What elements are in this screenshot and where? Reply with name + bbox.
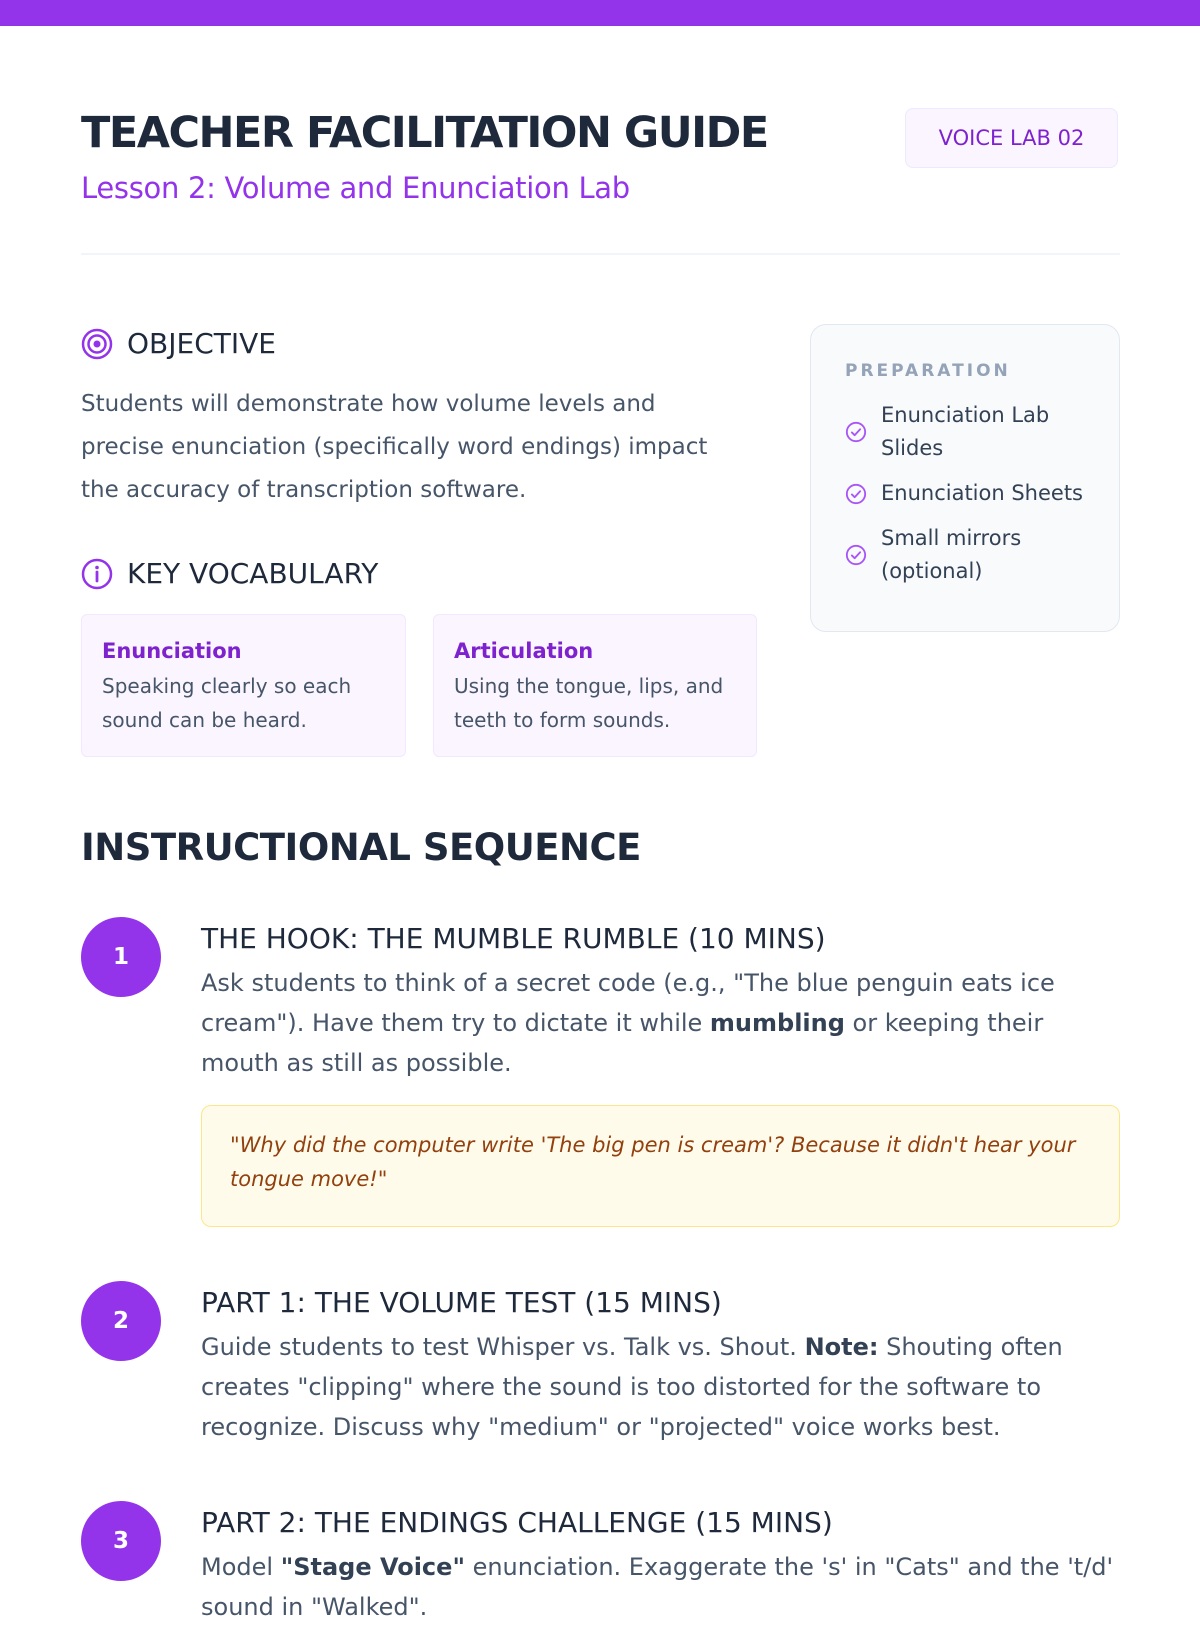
vocab-term: Articulation <box>454 639 594 663</box>
objective-text: Students will demonstrate how volume levels and precise enunciation (specifically word endings) impact the accuracy of transcription software. <box>81 391 708 503</box>
lesson-subtitle: Lesson 2: Volume and Enunciation Lab <box>81 171 630 205</box>
objective-heading <box>81 327 276 360</box>
step-body <box>201 917 1120 1227</box>
vocab-card-articulation <box>433 614 757 757</box>
check-circle-icon <box>845 421 867 443</box>
step-title: PART 2: THE ENDINGS CHALLENGE (15 MINS) <box>201 1506 833 1539</box>
header-divider <box>81 253 1120 255</box>
sequence-heading: INSTRUCTIONAL SEQUENCE <box>81 826 641 869</box>
check-circle-icon <box>845 544 867 566</box>
vocab-definition: Using the tongue, lips, and teeth to form sounds. <box>454 674 724 732</box>
preparation-item-label: Enunciation Sheets <box>881 481 1084 505</box>
vocab-card-enunciation <box>81 614 406 757</box>
objective-heading-label: OBJECTIVE <box>127 327 276 360</box>
preparation-heading: PREPARATION <box>845 361 1011 381</box>
check-circle-icon <box>845 483 867 505</box>
step-title: THE HOOK: THE MUMBLE RUMBLE (10 MINS) <box>201 922 826 955</box>
vocab-term: Enunciation <box>102 639 242 663</box>
vocabulary-heading-label: KEY VOCABULARY <box>127 557 379 590</box>
page-title: TEACHER FACILITATION GUIDE <box>81 108 768 158</box>
lesson-badge: VOICE LAB 02 <box>905 108 1118 168</box>
preparation-item <box>845 522 1099 588</box>
preparation-item <box>845 477 1099 510</box>
teacher-quote-callout: "Why did the computer write 'The big pen is cream'? Because it didn't hear your tongue move!" <box>201 1105 1120 1227</box>
step-text: Model "Stage Voice" enunciation. Exaggerate the 's' in "Cats" and the 't/d' sound in "Walked". <box>201 1553 1114 1621</box>
preparation-item-label: Small mirrors (optional) <box>881 526 1022 583</box>
step-body <box>201 1501 1120 1627</box>
preparation-list <box>845 399 1099 588</box>
step-number-badge: 3 <box>81 1501 161 1581</box>
preparation-box <box>810 324 1120 632</box>
target-icon <box>81 328 113 360</box>
step-number-badge: 2 <box>81 1281 161 1361</box>
vocab-definition: Speaking clearly so each sound can be heard. <box>102 674 352 732</box>
step-number-badge: 1 <box>81 917 161 997</box>
step-body <box>201 1281 1120 1447</box>
vocabulary-heading <box>81 557 378 590</box>
step-text: Ask students to think of a secret code (e.g., "The blue penguin eats ice cream"). Have them try to dictate it while mumbling or keeping their mouth as still as possible. <box>201 969 1055 1077</box>
top-accent-bar <box>0 0 1200 26</box>
step-text: Guide students to test Whisper vs. Talk vs. Shout. Note: Shouting often creates "clipping" where the sound is too distorted for the software to recognize. Discuss why "medium" or "projected" voice works best. <box>201 1333 1063 1441</box>
preparation-item <box>845 399 1099 465</box>
preparation-item-label: Enunciation Lab Slides <box>881 403 1050 460</box>
info-icon <box>81 558 113 590</box>
step-title: PART 1: THE VOLUME TEST (15 MINS) <box>201 1286 722 1319</box>
